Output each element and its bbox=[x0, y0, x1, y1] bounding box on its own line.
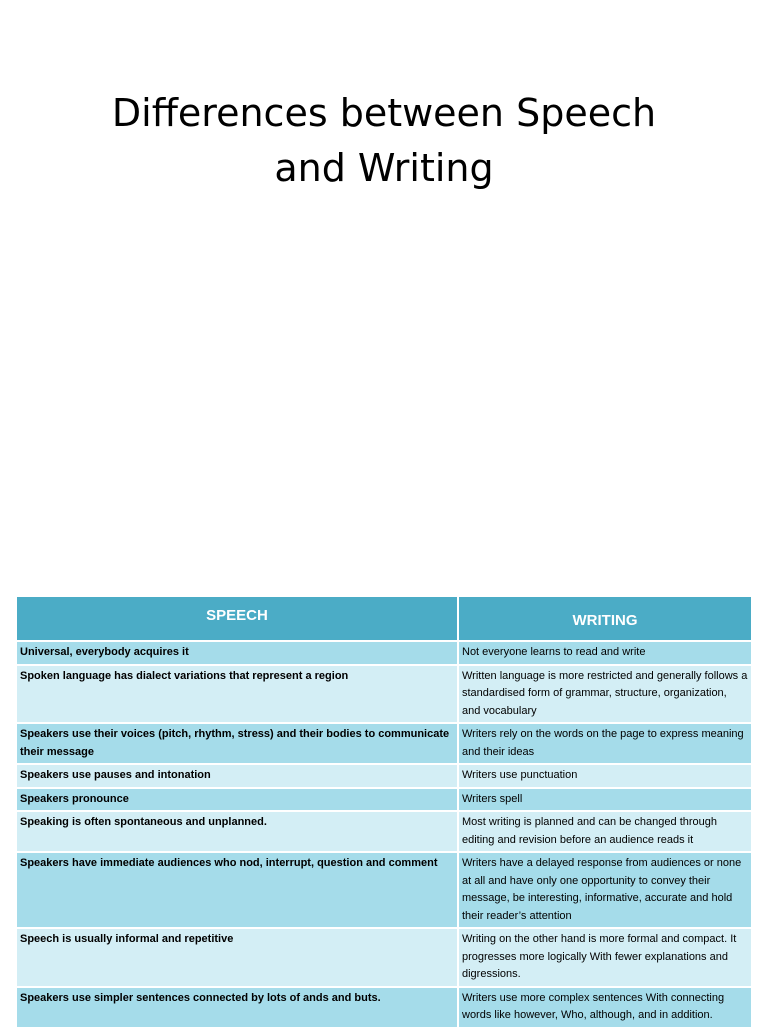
table-row bbox=[16, 641, 752, 665]
speech-cell: Speakers use simpler sentences connected by lots of ands and buts. bbox=[16, 987, 458, 1028]
writing-cell: Writers use punctuation bbox=[458, 764, 752, 788]
writing-cell: Most writing is planned and can be changed through editing and revision before an audience reads it bbox=[458, 811, 752, 852]
writing-cell: Written language is more restricted and generally follows a standardised form of grammar, structure, organization, and vocabulary bbox=[458, 665, 752, 724]
speech-cell: Speakers pronounce bbox=[16, 788, 458, 812]
writing-cell: Writers have a delayed response from audiences or none at all and have only one opportunity to convey their message, be interesting, informative, accurate and hold their reader’s attention bbox=[458, 852, 752, 928]
slide-title-line-1: Differences between Speech bbox=[111, 91, 657, 135]
writing-cell: Not everyone learns to read and write bbox=[458, 641, 752, 665]
slide-title bbox=[0, 86, 768, 196]
column-header-speech: SPEECH bbox=[16, 597, 458, 641]
table-row bbox=[16, 764, 752, 788]
speech-cell: Speakers use their voices (pitch, rhythm, stress) and their bodies to communicate their message bbox=[16, 723, 458, 764]
speech-cell: Speaking is often spontaneous and unplanned. bbox=[16, 811, 458, 852]
writing-cell: Writing on the other hand is more formal and compact. It progresses more logically With fewer explanations and digressions. bbox=[458, 928, 752, 987]
table-row bbox=[16, 788, 752, 812]
speech-cell: Speakers use pauses and intonation bbox=[16, 764, 458, 788]
table-header-row bbox=[16, 597, 752, 641]
writing-cell: Writers use more complex sentences With connecting words like however, Who, although, and in addition. bbox=[458, 987, 752, 1028]
writing-cell: Writers spell bbox=[458, 788, 752, 812]
table-row bbox=[16, 852, 752, 928]
comparison-table bbox=[15, 597, 753, 1029]
slide-title-line-2: and Writing bbox=[274, 146, 494, 190]
comparison-table-container bbox=[15, 597, 751, 1029]
table-row bbox=[16, 928, 752, 987]
table-row bbox=[16, 723, 752, 764]
speech-cell: Speech is usually informal and repetitive bbox=[16, 928, 458, 987]
speech-cell: Spoken language has dialect variations that represent a region bbox=[16, 665, 458, 724]
table-row bbox=[16, 987, 752, 1028]
column-header-writing: WRITING bbox=[458, 597, 752, 641]
table-row bbox=[16, 665, 752, 724]
speech-cell: Universal, everybody acquires it bbox=[16, 641, 458, 665]
writing-cell: Writers rely on the words on the page to express meaning and their ideas bbox=[458, 723, 752, 764]
table-row bbox=[16, 811, 752, 852]
speech-cell: Speakers have immediate audiences who nod, interrupt, question and comment bbox=[16, 852, 458, 928]
